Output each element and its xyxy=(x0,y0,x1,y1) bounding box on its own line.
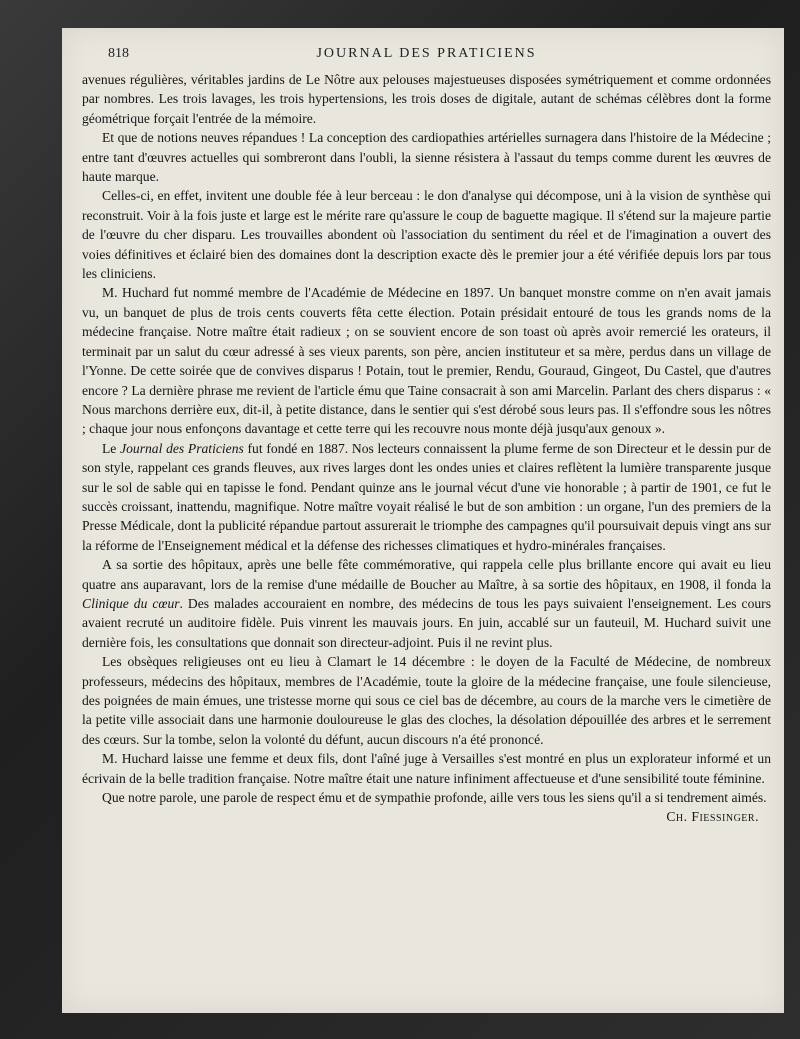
paragraph: Et que de notions neuves répandues ! La conception des cardiopathies artérielles surnagera dans l'histoire de la Médecine ; entre tant d'œuvres actuelles qui sombreront dans l'oubli, la sienne résistera à l'assaut du temps comme durent les œuvres de haute marque. xyxy=(82,130,771,185)
paragraph-lead: Le xyxy=(102,440,121,456)
paragraph xyxy=(82,439,771,555)
journal-page xyxy=(62,28,784,1013)
page-content xyxy=(62,28,784,1013)
closing-paragraph xyxy=(82,788,771,825)
paragraph-rest: . Des malades accouraient en nombre, des médecins de tous les pays suivaient l'enseignement. Les cours avaient recruté un auditoire fidèle. Puis vinrent les mauvais jours. En juin, accablé sur un fauteuil, M. Huchard suivit une dernière fois, les consultations que donnait son directeur-adjoint. Puis il ne revint plus. xyxy=(82,595,771,650)
journal-name-italic: Journal des Praticiens xyxy=(120,440,244,456)
paragraph: Celles-ci, en effet, invitent une double fée à leur berceau : le don d'analyse qui décompose, uni à la vision de synthèse qui reconstruit. Voir à la fois juste et large est le mérite rare qu'assure le coup de baguette magique. Il s'étend sur la majeure partie de l'œuvre du cher disparu. Les trouvailles abondent où l'association du sentiment du réel et de l'imagination a ouvert des voies définitives et éclairé bien des domaines dont la description exacte dès le premier jour a été vérifiée depuis lors par tous les cliniciens. xyxy=(82,188,771,282)
article-body xyxy=(82,70,771,825)
clinic-name-italic: Clinique du cœur xyxy=(82,595,180,611)
running-head xyxy=(82,46,771,70)
journal-title: JOURNAL DES PRATICIENS xyxy=(316,46,537,61)
paragraph: M. Huchard fut nommé membre de l'Académie de Médecine en 1897. Un banquet monstre comme on n'en avait jamais vu, un banquet de plus de trois cents couverts fêta cette élection. Potain présidait entouré de tous les grands noms de la médecine française. Notre maître était radieux ; on se souvient encore de son toast où après avoir remercié les orateurs, il terminait par un salut du cœur adressé à ses vieux parents, son père, ancien instituteur et sa mère, perdus dans un village de l'Yonne. De cette soirée que de convives disparus ! Potain, tout le premier, Rendu, Gouraud, Gingeot, Du Castel, que d'autres encore ? La dernière phrase me revient de l'article ému que Taine consacrait à son ami Marcelin. Parlant des chers disparus : « Nous marchons derrière eux, dit-il, à petite distance, dans le sentier qui s'est dérobé sous leurs pas. Il s'effondre sous les nôtres ; chaque jour nous enfonçons davantage et cette terre qui les recouvre nous monte déjà jusqu'aux genoux ». xyxy=(82,285,771,437)
page-number: 818 xyxy=(108,46,129,61)
paragraph: M. Huchard laisse une femme et deux fils, dont l'aîné juge à Versailles s'est montré en plus un explorateur informé et un écrivain de la belle tradition française. Notre maître était une nature infiniment affectueuse et d'une sensibilité toute féminine. xyxy=(82,751,771,786)
paragraph-lead: A sa sortie des hôpitaux, après une belle fête commémorative, qui rappela celle plus brillante encore qui avait eu lieu quatre ans auparavant, lors de la remise d'une médaille de Boucher au Maître, à sa sortie des hôpitaux, en 1908, il fonda la xyxy=(82,557,771,592)
paragraph: Les obsèques religieuses ont eu lieu à Clamart le 14 décembre : le doyen de la Faculté de Médecine, de nombreux professeurs, médecins des hôpitaux, membres de l'Académie, toute la gloire de la médecine française, une foule silencieuse, des poignées de main émues, une tristesse morne qui sous ce ciel bas de décembre, au cours de la marche vers le cimetière de la petite ville associait dans une harmonie douloureuse le glas des cloches, la désolation dépouillée des arbres et le serrement des cœurs. Sur la tombe, selon la volonté du défunt, aucun discours n'a été prononcé. xyxy=(82,654,771,747)
paragraph-rest: fut fondé en 1887. Nos lecteurs connaissent la plume ferme de son Directeur et le dessin pur de son style, rappelant ces grands fleuves, aux rives larges dont les ondes unies et claires reflètent la lumière transparente jusque sur le sol de sable qui en tapisse le fond. Pendant quinze ans le journal vécut d'une vie honorable ; à partir de 1901, ce fut le succès croissant, inattendu, magnifique. Notre maître voyait réalisé le but de son ambition : un organe, l'un des premiers de la Presse Médicale, dont la publicité répandue partout assurerait le triomphe des campagnes qu'il poursuivait depuis vingt ans sur la réforme de l'Enseignement médical et la défense des richesses climatiques et hydro-minérales françaises. xyxy=(82,440,771,553)
paragraph: avenues régulières, véritables jardins de Le Nôtre aux pelouses majestueuses disposées symétriquement et comme ordonnées par nombres. Les trois lavages, les trois hypertensions, les trois doses de digitale, autant de schémas célèbres dont la forme géométrique forçait l'entrée de la mémoire. xyxy=(82,72,771,126)
closing-text: Que notre parole, une parole de respect ému et de sympathie profonde, aille vers tous les siens qu'il a si tendrement aimés. xyxy=(102,790,767,806)
author-signature: Ch. Fiessinger. xyxy=(666,809,759,825)
paragraph xyxy=(82,555,771,652)
